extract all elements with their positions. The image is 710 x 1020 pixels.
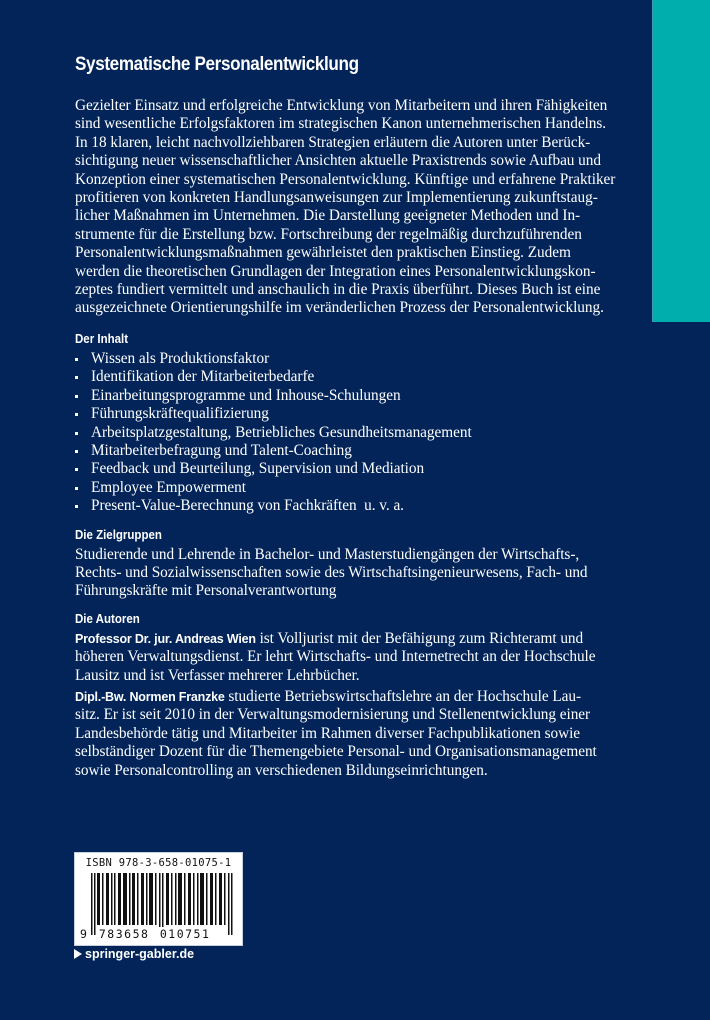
bullet-icon — [75, 376, 78, 379]
list-item: Identifikation der Mitarbeiterbedarfe — [75, 368, 645, 386]
description-line: profitieren von konkreten Handlungsanweisungen zur Implementierung zukunftstaug- — [75, 189, 598, 207]
author-bio-line: sowie Personalcontrolling an verschiedenen Bildungseinrichtungen. — [75, 761, 488, 779]
description-line: Konzeption einer systematischen Personalentwicklung. Künftige und erfahrene Praktiker — [75, 170, 616, 188]
author-bio-line: selbständiger Dozent für die Themengebiete Personal- und Organisationsmanagement — [75, 743, 597, 761]
authors-section — [75, 611, 645, 780]
barcode-icon — [91, 873, 236, 935]
author-bio-line: sitz. Er ist seit 2010 in der Verwaltungsmodernisierung und Stellenentwicklung einer — [75, 706, 591, 724]
target-groups-line: Rechts- und Sozialwissenschaften sowie des Wirtschaftsingenieurwesens, Fach- und — [75, 563, 588, 581]
barcode-digits: 9 783658 010751 — [80, 927, 211, 941]
list-item: Einarbeitungsprogramme und Inhouse-Schulungen — [75, 387, 645, 405]
accent-color-bar — [652, 0, 710, 322]
target-groups-heading: Die Zielgruppen — [75, 527, 162, 542]
description-line: Personalentwicklungsmaßnahmen gewährleistet den praktischen Einstieg. Zudem — [75, 244, 571, 262]
author-name: Dipl.-Bw. Normen Franzke — [75, 689, 225, 704]
list-item: Wissen als Produktionsfaktor — [75, 350, 645, 368]
author-bio-wien: Professor Dr. jur. Andreas Wien ist Volljurist mit der Befähigung zum Richteramt und höheren Verwaltungsdienst. Er lehrt Wirtschafts- und Internetrecht an der Hochschule Lausitz und ist Verfasser mehrerer Lehrbücher. — [75, 630, 645, 685]
target-groups-line: Studierende und Lehrende in Bachelor- und Masterstudiengängen der Wirtschafts-, — [75, 545, 580, 563]
bullet-icon — [75, 505, 78, 508]
bullet-icon — [75, 413, 78, 416]
publisher-website-link[interactable] — [74, 947, 194, 961]
bullet-icon — [75, 395, 78, 398]
arrow-right-icon — [74, 949, 82, 959]
description-line: werden die theoretischen Grundlagen der Integration eines Personalentwicklungskon- — [75, 262, 596, 280]
description-line: ausgezeichnete Orientierungshilfe im veränderlichen Prozess der Personalentwicklung. — [75, 299, 604, 317]
description-line: sind wesentliche Erfolgsfaktoren im strategischen Kanon unternehmerischen Handelns. — [75, 115, 607, 133]
author-bio-line: Lausitz und ist Verfasser mehrerer Lehrbücher. — [75, 666, 360, 684]
list-item: Feedback und Beurteilung, Supervision und Mediation — [75, 460, 645, 478]
list-item: Employee Empowerment — [75, 479, 645, 497]
target-groups-section — [75, 527, 645, 601]
bullet-icon — [75, 432, 78, 435]
list-item: Mitarbeiterbefragung und Talent-Coaching — [75, 442, 645, 460]
book-description — [75, 97, 645, 318]
author-bio-franzke: Dipl.-Bw. Normen Franzke studierte Betriebswirtschaftslehre an der Hochschule Lau- sitz. Er ist seit 2010 in der Verwaltungsmodernisierung und Stellenentwicklung einer Landesbehörde tätig und Mitarbeiter im Rahmen diverser Fachpublikationen sowie selbständiger Dozent für die Themengebiete Personal- und Organisationsmanagement sowie Personalcontrolling an verschiedenen Bildungseinrichtungen. — [75, 688, 645, 780]
publisher-url: springer-gabler.de — [85, 947, 195, 961]
list-item: Arbeitsplatzgestaltung, Betriebliches Gesundheitsmanagement — [75, 424, 645, 442]
description-line: In 18 klaren, leicht nachvollziehbaren Strategien erläutern die Autoren unter Berück- — [75, 133, 591, 151]
description-line: sichtigung neuer wissenschaftlicher Ansichten aktuelle Praxistrends sowie Aufbau und — [75, 152, 601, 170]
description-line: licher Maßnahmen im Unternehmen. Die Darstellung geeigneter Methoden und In- — [75, 207, 581, 225]
contents-heading: Der Inhalt — [75, 331, 129, 346]
list-item: Führungskräftequalifizierung — [75, 405, 645, 423]
description-line: Gezielter Einsatz und erfolgreiche Entwicklung von Mitarbeitern und ihren Fähigkeiten — [75, 97, 608, 114]
bullet-icon — [75, 487, 78, 490]
author-bio-line: Landesbehörde tätig und Mitarbeiter im Rahmen diverser Fachpublikationen sowie — [75, 724, 581, 742]
target-groups-text — [75, 546, 645, 601]
description-line: strumente für die Erstellung bzw. Fortschreibung der regelmäßig durchzuführenden — [75, 225, 582, 243]
book-title: Systematische Personalentwicklung — [75, 54, 359, 75]
authors-heading: Die Autoren — [75, 611, 140, 626]
contents-list — [75, 350, 645, 516]
isbn-label: ISBN 978-3-658-01075-1 — [85, 857, 232, 869]
author-name: Professor Dr. jur. Andreas Wien — [75, 631, 256, 646]
author-bio-line: höheren Verwaltungsdienst. Er lehrt Wirtschafts- und Internetrecht an der Hochschule — [75, 648, 596, 666]
target-groups-line: Führungskräfte mit Personalverantwortung — [75, 582, 337, 600]
bullet-icon — [75, 450, 78, 453]
description-line: zeptes fundiert vermittelt und anschaulich in die Praxis überführt. Dieses Buch ist eine — [75, 281, 601, 299]
back-cover-content — [75, 52, 645, 780]
list-item: Present-Value-Berechnung von Fachkräften u. v. a. — [75, 497, 645, 515]
contents-section — [75, 331, 645, 516]
bullet-icon — [75, 468, 78, 471]
isbn-barcode — [74, 852, 243, 946]
bullet-icon — [75, 358, 78, 361]
